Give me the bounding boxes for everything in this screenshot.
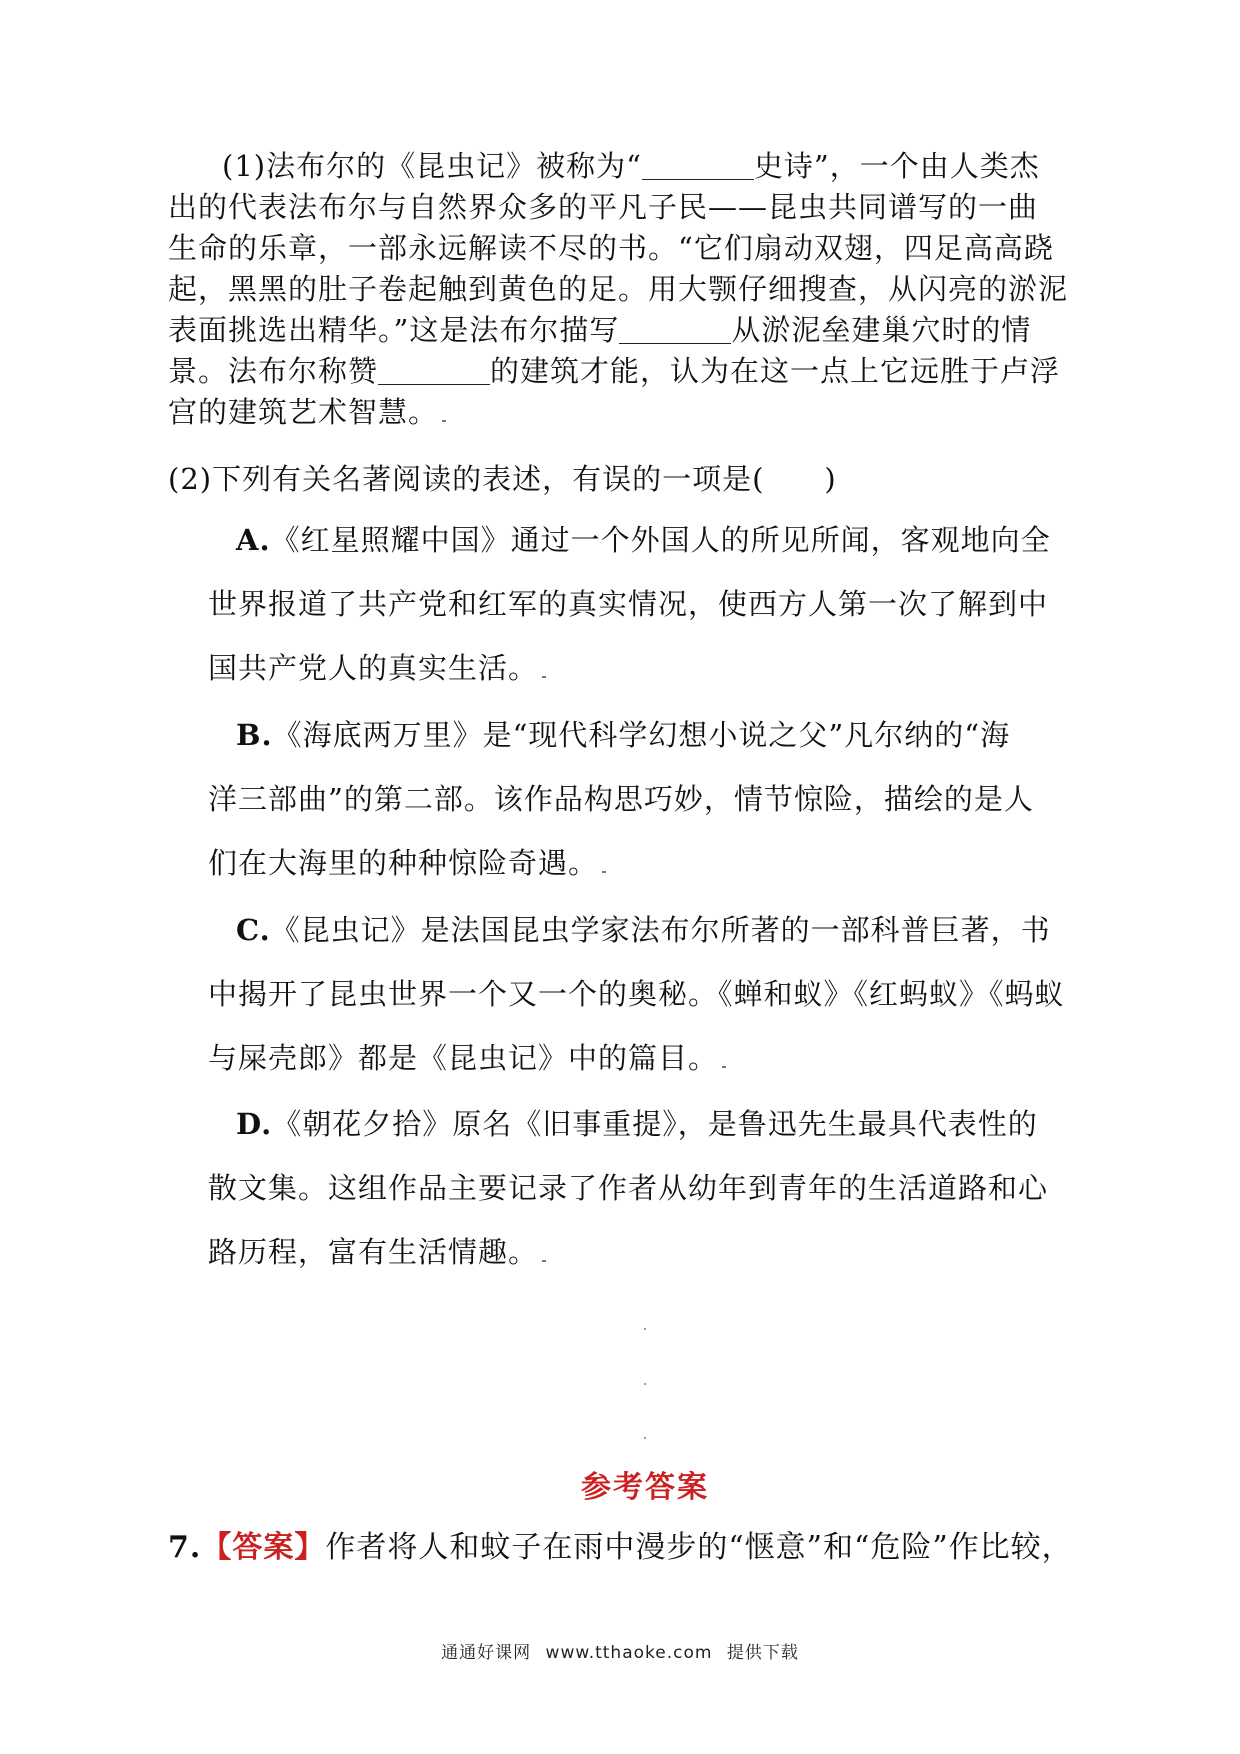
answer-tag: 【答案】: [201, 1530, 326, 1565]
option-d-text-3: 路历程，富有生活情趣。: [208, 1235, 539, 1269]
option-a-line-3: [208, 648, 546, 688]
q1-line-1: [222, 146, 1040, 186]
option-d-text-1: 《朝花夕拾》原名《旧事重提》，是鲁迅先生最具代表性的: [272, 1107, 1038, 1141]
q1-line-7-text: 宫的建筑艺术智慧。: [168, 395, 439, 429]
fill-blank-3: [378, 356, 490, 385]
answer-line: [168, 1528, 1073, 1568]
option-a-line-2: 世界报道了共产党和红军的真实情况，使西方人第一次了解到中: [208, 587, 1049, 621]
q1-line-7: [168, 392, 446, 432]
paragraph-mark-icon: [722, 1062, 726, 1068]
option-a-text-3: 国共产党人的真实生活。: [208, 651, 539, 685]
q1-line-2: 出的代表法布尔与自然界众多的平凡子民——昆虫共同谱写的一曲: [168, 190, 1039, 224]
paragraph-mark-icon: [542, 672, 546, 678]
option-d-label: D.: [236, 1107, 273, 1141]
q1-line-6-text-a: 景。法布尔称赞: [168, 354, 379, 388]
option-d-line-3: [208, 1232, 546, 1272]
option-b-text-1: 《海底两万里》是“现代科学幻想小说之父”凡尔纳的“海: [272, 718, 1011, 752]
q1-line-5-text-b: 从淤泥垒建巢穴时的情: [731, 313, 1032, 347]
option-c-text-3: 与屎壳郎》都是《昆虫记》中的篇目。: [208, 1041, 719, 1075]
scan-dot: [644, 1437, 646, 1439]
option-d-line-1: [236, 1104, 1038, 1144]
option-b-line-3: [208, 843, 606, 883]
option-b-line-1: [236, 715, 1010, 755]
answer-item-number: 7.: [168, 1530, 202, 1565]
q1-line-1-text-b: 史诗”，一个由人类杰: [753, 149, 1040, 183]
paragraph-mark-icon: [442, 416, 446, 422]
scan-dot: [644, 1383, 646, 1385]
scan-dot: [644, 1328, 646, 1330]
q1-line-5: [168, 310, 1031, 350]
footer-site-name: 通通好课网: [441, 1643, 532, 1663]
q1-line-6: [168, 351, 1060, 391]
page-footer: [0, 1638, 1240, 1663]
option-a-label: A.: [236, 523, 271, 557]
option-b-text-3: 们在大海里的种种惊险奇遇。: [208, 846, 599, 880]
footer-note: 提供下载: [726, 1643, 799, 1663]
paragraph-mark-icon: [602, 867, 606, 873]
option-c-line-2: 中揭开了昆虫世界一个又一个的奥秘。《蝉和蚁》《红蚂蚁》《蚂蚁: [208, 977, 1065, 1011]
q1-line-5-text-a: 表面挑选出精华。”这是法布尔描写: [168, 313, 620, 347]
paragraph-mark-icon: [542, 1256, 546, 1262]
fill-blank-1: [642, 151, 754, 180]
q1-line-4: 起，黑黑的肚子卷起触到黄色的足。用大颚仔细搜查，从闪亮的淤泥: [168, 272, 1069, 306]
option-a-text-1: 《红星照耀中国》通过一个外国人的所见所闻，客观地向全: [270, 523, 1051, 557]
q2-stem: (2)下列有关名著阅读的表述，有误的一项是( ): [168, 462, 837, 496]
q1-line-6-text-b: 的建筑才能，认为在这一点上它远胜于卢浮: [490, 354, 1061, 388]
option-a-line-1: [236, 520, 1051, 560]
option-b-label: B.: [236, 718, 273, 752]
fill-blank-2: [619, 315, 731, 344]
option-c-text-1: 《昆虫记》是法国昆虫学家法布尔所著的一部科普巨著，书: [270, 913, 1051, 947]
answer-heading: 参考答案: [581, 1470, 709, 1505]
footer-url[interactable]: www.tthaoke.com: [545, 1643, 713, 1663]
option-c-line-1: [236, 910, 1051, 950]
answer-text: 作者将人和蚊子在雨中漫步的“惬意”和“危险”作比较，: [325, 1530, 1073, 1565]
option-b-line-2: 洋三部曲”的第二部。该作品构思巧妙，情节惊险，描绘的是人: [208, 782, 1034, 816]
option-c-label: C.: [236, 913, 271, 947]
q1-line-3: 生命的乐章，一部永远解读不尽的书。“它们扇动双翅，四足高高跷: [168, 231, 1054, 265]
option-d-line-2: 散文集。这组作品主要记录了作者从幼年到青年的生活道路和心: [208, 1171, 1049, 1205]
option-c-line-3: [208, 1038, 726, 1078]
q1-line-1-text-a: (1)法布尔的《昆虫记》被称为“: [222, 149, 642, 183]
